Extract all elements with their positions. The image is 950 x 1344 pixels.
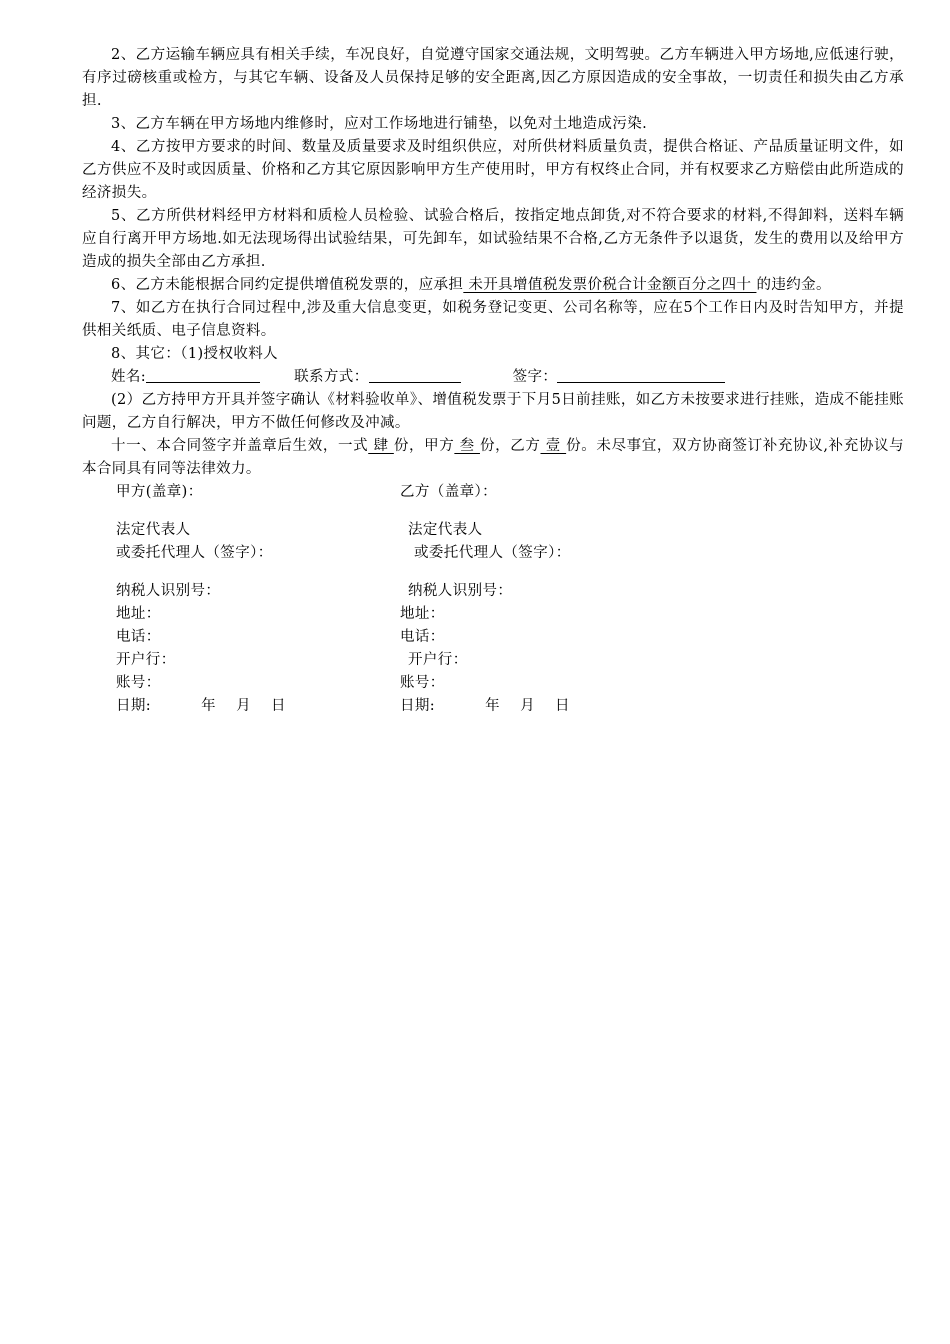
taxpayer-row <box>82 580 904 603</box>
clause-5: 5、乙方所供材料经甲方材料和质检人员检验、试验合格后，按指定地点卸货,对不符合要求的材料,不得卸料，送料车辆应自行离开甲方场地.如无法现场得出试验结果，可先卸车，如试验结果不合格,乙方无条件予以退货，发生的费用以及给甲方造成的损失全部由乙方承担. <box>82 208 904 270</box>
clause-8-title: 8、其它：（1)授权收料人 <box>111 346 279 362</box>
party-b-date: 日期: 年 月 日 <box>400 698 570 714</box>
legal-rep-row <box>82 519 904 542</box>
date-row <box>82 695 904 718</box>
party-a-address: 地址： <box>116 606 161 622</box>
phone-row <box>82 626 904 649</box>
party-b-seal: 乙方（盖章）： <box>400 484 498 500</box>
clause-4: 4、乙方按甲方要求的时间、数量及质量要求及时组织供应，对所供材料质量负责，提供合格证、产品质量证明文件，如乙方供应不及时或因质量、价格和乙方其它原因影响甲方生产使用时，甲方有权终止合同，并有权要求乙方赔偿由此所造成的经济损失。 <box>82 139 904 201</box>
copies-party-a: 叁 <box>454 438 480 454</box>
receiver-contact-label: 联系方式： <box>294 369 369 385</box>
party-b-agent: 或委托代理人（签字）： <box>414 545 571 561</box>
party-a-account: 账号： <box>116 675 161 691</box>
clause-11-text-a: 十一、本合同签字并盖章后生效，一式 <box>111 438 369 454</box>
clause-11-text-b: 份，甲方 <box>393 438 455 454</box>
contract-page <box>82 44 904 718</box>
clause-11-text-c: 份，乙方 <box>479 438 541 454</box>
account-row <box>82 672 904 695</box>
party-b-account: 账号： <box>400 675 445 691</box>
party-b-legal-rep: 法定代表人 <box>408 522 483 538</box>
bank-row <box>82 649 904 672</box>
clause-6-prefix: 6、乙方未能根据合同约定提供增值税发票的，应承担 <box>111 277 464 293</box>
clause-8-2: (2）乙方持甲方开具并签字确认《材料验收单》、增值税发票于下月5日前挂账，如乙方未按要求进行挂账，造成不能挂账问题，乙方自行解决，甲方不做任何修改及冲减。 <box>82 392 904 431</box>
clause-11 <box>82 435 904 481</box>
party-b-taxpayer-id: 纳税人识别号： <box>408 583 513 599</box>
copies-total: 肆 <box>368 438 394 454</box>
clause-8-receiver-fields <box>82 366 904 389</box>
party-a-legal-rep: 法定代表人 <box>116 522 191 538</box>
clause-2: 2、乙方运输车辆应具有相关手续，车况良好，自觉遵守国家交通法规，文明驾驶。乙方车辆进入甲方场地,应低速行驶，有序过磅核重或检方，与其它车辆、设备及人员保持足够的安全距离,因乙方原因造成的安全事故，一切责任和损失由乙方承担. <box>82 47 904 109</box>
party-a-taxpayer-id: 纳税人识别号： <box>116 583 221 599</box>
receiver-name-field[interactable] <box>146 366 260 383</box>
copies-party-b: 壹 <box>540 438 567 454</box>
clause-6-penalty: 未开具增值税发票价税合计金额百分之四十 <box>463 277 757 293</box>
agent-row <box>82 542 904 565</box>
clause-11-text-d: 份。未尽事宜，双方协商签订补充协议,补充协议与本合同具有同等法律效力。 <box>82 438 904 477</box>
party-b-phone: 电话： <box>400 629 445 645</box>
clause-6 <box>82 274 904 297</box>
party-a-phone: 电话： <box>116 629 161 645</box>
address-row <box>82 603 904 626</box>
party-b-bank: 开户行： <box>408 652 468 668</box>
party-a-date: 日期: 年 月 日 <box>116 698 286 714</box>
party-a-seal: 甲方(盖章)： <box>116 484 203 500</box>
seal-row <box>82 481 904 504</box>
party-b-address: 地址： <box>400 606 445 622</box>
clause-7: 7、如乙方在执行合同过程中,涉及重大信息变更，如税务登记变更、公司名称等，应在5个工作日内及时告知甲方，并提供相关纸质、电子信息资料。 <box>82 300 904 339</box>
receiver-name-label: 姓名: <box>111 369 147 385</box>
party-a-bank: 开户行： <box>116 652 176 668</box>
receiver-sign-label: 签字： <box>512 369 558 385</box>
clause-3: 3、乙方车辆在甲方场地内维修时，应对工作场地进行铺垫，以免对土地造成污染. <box>111 116 648 132</box>
receiver-contact-field[interactable] <box>369 366 461 383</box>
receiver-sign-field[interactable] <box>557 366 725 383</box>
clause-6-suffix: 的违约金。 <box>756 277 831 293</box>
party-a-agent: 或委托代理人（签字）： <box>116 545 273 561</box>
